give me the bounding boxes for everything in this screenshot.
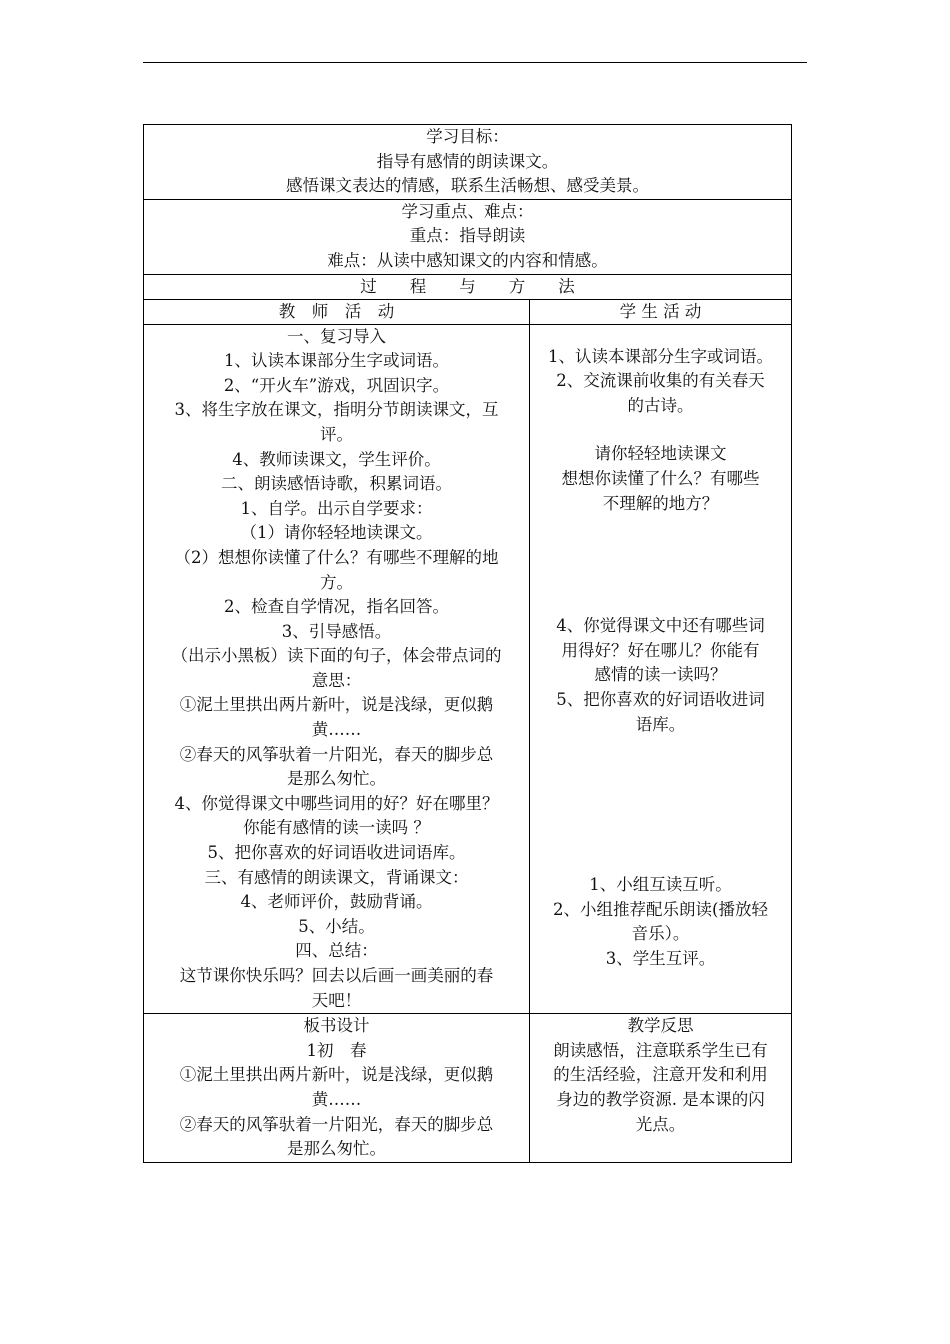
student-line: 4、你觉得课文中还有哪些词 [556, 616, 765, 636]
student-line: 语库。 [635, 714, 686, 734]
student-line: 音乐）。 [631, 924, 690, 944]
teacher-line: 这节课你快乐吗？回去以后画一画美丽的春 [179, 966, 494, 985]
student-line: 的古诗。 [627, 395, 694, 415]
student-line: 2、交流课前收集的有关春天 [556, 371, 765, 391]
teacher-line: ①泥土里拱出两片新叶，说是浅绿，更似鹅 [179, 695, 494, 715]
board-design-title: 板书设计 [303, 1016, 370, 1036]
process-title-row [144, 274, 792, 299]
key-points-row [144, 199, 792, 274]
key-point-item: 重点：指导朗读 [409, 226, 526, 246]
objective-item: 感悟课文表达的情感，联系生活畅想、感受美景。 [286, 176, 649, 196]
header-rule [143, 62, 807, 63]
lesson-plan-table [143, 124, 792, 1163]
teacher-line: 一、复习导入 [287, 326, 386, 346]
teacher-line: 4、教师读课文，学生评价。 [232, 449, 441, 469]
teacher-line: 四、总结： [295, 941, 378, 961]
student-line: 1、小组互读互听。 [589, 875, 732, 895]
teacher-line: 黄…… [311, 720, 362, 740]
board-design-line: 黄…… [311, 1089, 362, 1109]
board-design-line: ①泥土里拱出两片新叶，说是浅绿，更似鹅 [179, 1065, 494, 1085]
objectives-title: 学习目标： [426, 127, 509, 146]
reflection-line: 的生活经验，注意开发和利用 [553, 1065, 768, 1085]
difficulty-item: 难点：从读中感知课文的内容和情感。 [327, 250, 608, 270]
activity-row [144, 324, 792, 1014]
reflection-cell [530, 1014, 792, 1163]
student-activity-cell [530, 324, 792, 1014]
teacher-line: 你能有感情的读一读吗 ？ [243, 818, 430, 838]
teacher-line: 二、朗读感悟诗歌，积累词语。 [221, 474, 452, 494]
teacher-line: 1、自学。出示自学要求： [240, 498, 433, 518]
reflection-line: 光点。 [635, 1114, 686, 1134]
reflection-line: 朗读感悟，注意联系学生已有 [553, 1040, 768, 1060]
objectives-row [144, 125, 792, 200]
column-header-row [144, 299, 792, 324]
teacher-line: 5、小结。 [298, 916, 375, 936]
teacher-line: （出示小黑板）读下面的句子，体会带点词的 [171, 646, 502, 666]
teacher-line: 3、将生字放在课文，指明分节朗读课文，互 [174, 400, 499, 420]
teacher-activity-header: 教 师 活 动 [144, 299, 530, 324]
student-line: 感情的读一读吗？ [594, 665, 727, 685]
teacher-line: 4、老师评价，鼓励背诵。 [240, 892, 433, 912]
teacher-line: 方。 [320, 572, 353, 592]
board-design-line: ②春天的风筝驮着一片阳光，春天的脚步总 [179, 1114, 494, 1134]
teacher-line: 2、“开火车”游戏，巩固识字。 [223, 375, 450, 395]
teacher-line: ②春天的风筝驮着一片阳光，春天的脚步总 [179, 744, 494, 764]
board-design-cell [144, 1014, 530, 1163]
board-design-line: 1初 春 [306, 1040, 367, 1060]
teacher-line: 意思： [311, 670, 362, 690]
student-line: 想想你读懂了什么？有哪些 [561, 468, 760, 488]
teacher-line: （1）请你轻轻地读课文。 [240, 523, 433, 543]
student-line: 2、小组推荐配乐朗读(播放轻 [553, 899, 768, 919]
teacher-line: 4、你觉得课文中哪些词用的好？好在哪里？ [174, 793, 499, 813]
process-title: 过 程 与 方 法 [144, 274, 792, 299]
student-line: 用得好？好在哪儿？你能有 [561, 640, 760, 660]
teacher-line: 评。 [320, 424, 353, 444]
teacher-line: 三、有感情的朗读课文，背诵课文： [204, 867, 469, 887]
teacher-line: 天吧！ [311, 990, 362, 1010]
key-points-title: 学习重点、难点： [401, 201, 534, 221]
teacher-line: 3、引导感悟。 [281, 621, 392, 641]
student-line: 1、认读本课部分生字或词语。 [548, 346, 773, 366]
teacher-activity-cell [144, 324, 530, 1014]
objective-item: 指导有感情的朗读课文。 [376, 151, 559, 171]
key-points-cell [144, 199, 792, 274]
reflection-title: 教学反思 [627, 1016, 694, 1036]
teacher-line: （2）想想你读懂了什么？有哪些不理解的地 [174, 547, 499, 567]
objectives-cell [144, 125, 792, 200]
reflection-line: 身边的教学资源. 是本课的闪 [556, 1089, 765, 1109]
student-line: 3、学生互评。 [605, 948, 716, 968]
student-line: 5、把你喜欢的好词语收进词 [556, 689, 765, 709]
board-design-line: 是那么匆忙。 [287, 1139, 386, 1159]
teacher-line: 1、认读本课部分生字或词语。 [224, 351, 449, 371]
teacher-line: 是那么匆忙。 [287, 769, 386, 789]
teacher-line: 2、检查自学情况，指名回答。 [224, 597, 449, 617]
student-line: 不理解的地方？ [602, 493, 719, 513]
student-activity-header: 学 生 活 动 [530, 299, 792, 324]
student-line: 请你轻轻地读课文 [594, 444, 727, 464]
teacher-line: 5、把你喜欢的好词语收进词语库。 [207, 843, 466, 863]
summary-row [144, 1014, 792, 1163]
